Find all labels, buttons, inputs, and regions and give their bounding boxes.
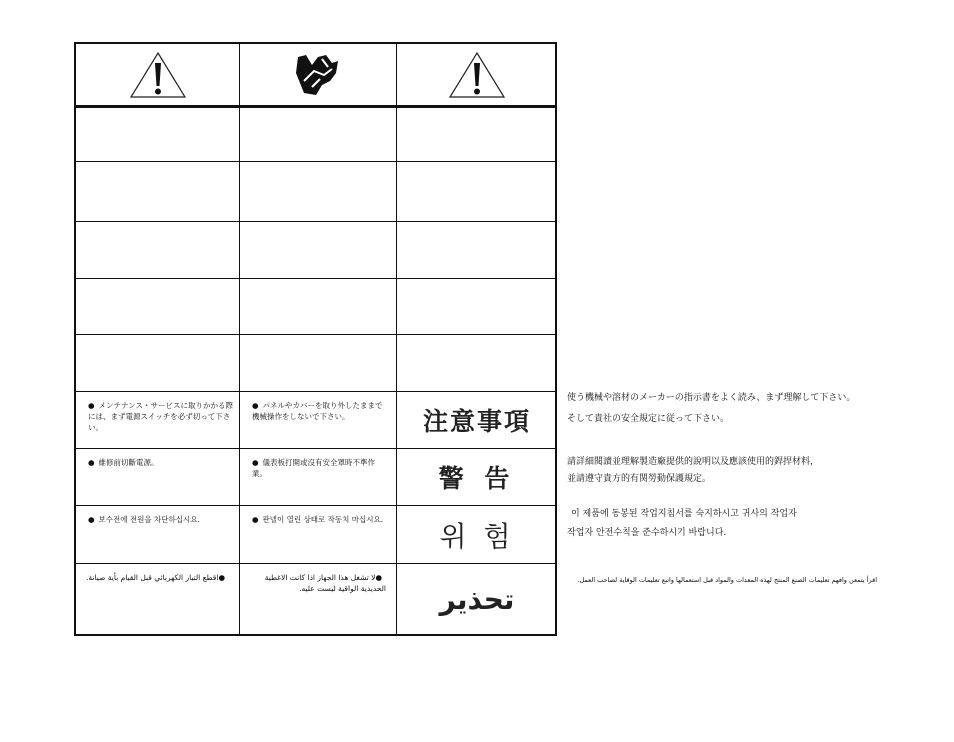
side-note-korean: 이 제품에 동봉된 작업지침서를 숙지하시고 귀사의 작업자 작업자 안전수칙을 준수하시기 바랍니다. [567,509,797,538]
warning-word-arabic: تحذير [439,582,515,616]
row-divider [76,278,555,279]
instruction-cell: ● 보수전에 전원을 차단하십시요. [88,515,200,524]
instruction-cell: ● メンテナンス・サービスに取りかかる際には、まず電源スイッチを必ず切って下さい。 [88,401,233,432]
instruction-cell: ● パネルやカバーを取り外したままで機械操作をしないで下さい。 [252,401,383,421]
instruction-cell: ● 維修前切斷電源。 [88,458,159,467]
row-divider [76,334,555,335]
row-divider [76,161,555,162]
side-note-japanese: 使う機械や溶材のメーカーの指示書をよく読み、まず理解して下さい。 そして貴社の安全規定に従って下さい。 [567,393,856,424]
side-note-chinese: 請詳細閱讀並理解製造廠提供的說明以及應該使用的銲捍材料， 並請遵守貴方的有関勞動保護規定。 [567,457,820,484]
side-note-arabic: اقرأ بتمعن وافهم تعليمات الصنع المنتج لهذه المعدات والمواد قبل استعمالها واتبع تعليمات الوقاية لصاحب العمل. [577,576,877,584]
instruction-cell: ● 儀表板打開或沒有安全罩時不準作業。 [252,458,376,478]
instruction-cell: ●لا تشغل هذا الجهاز اذا كانت الاغطية الحديدية الواقية ليست عليه. [264,573,386,593]
instruction-cell: ● 판넬이 열린 상태로 작동치 마십시요. [252,515,384,524]
hand-crush-hazard-icon [240,44,396,106]
instruction-cell: ●اقطع التيار الكهربائي قبل القيام بأية صيانة. [85,573,225,582]
warning-word-chinese: 警 告 [438,464,516,493]
warning-triangle-icon [76,44,239,106]
safety-warning-table [74,42,557,636]
warning-word-korean: 위 험 [439,519,515,553]
row-divider [76,221,555,222]
warning-triangle-icon [397,44,557,106]
warning-word-japanese: 注意事項 [422,407,531,436]
